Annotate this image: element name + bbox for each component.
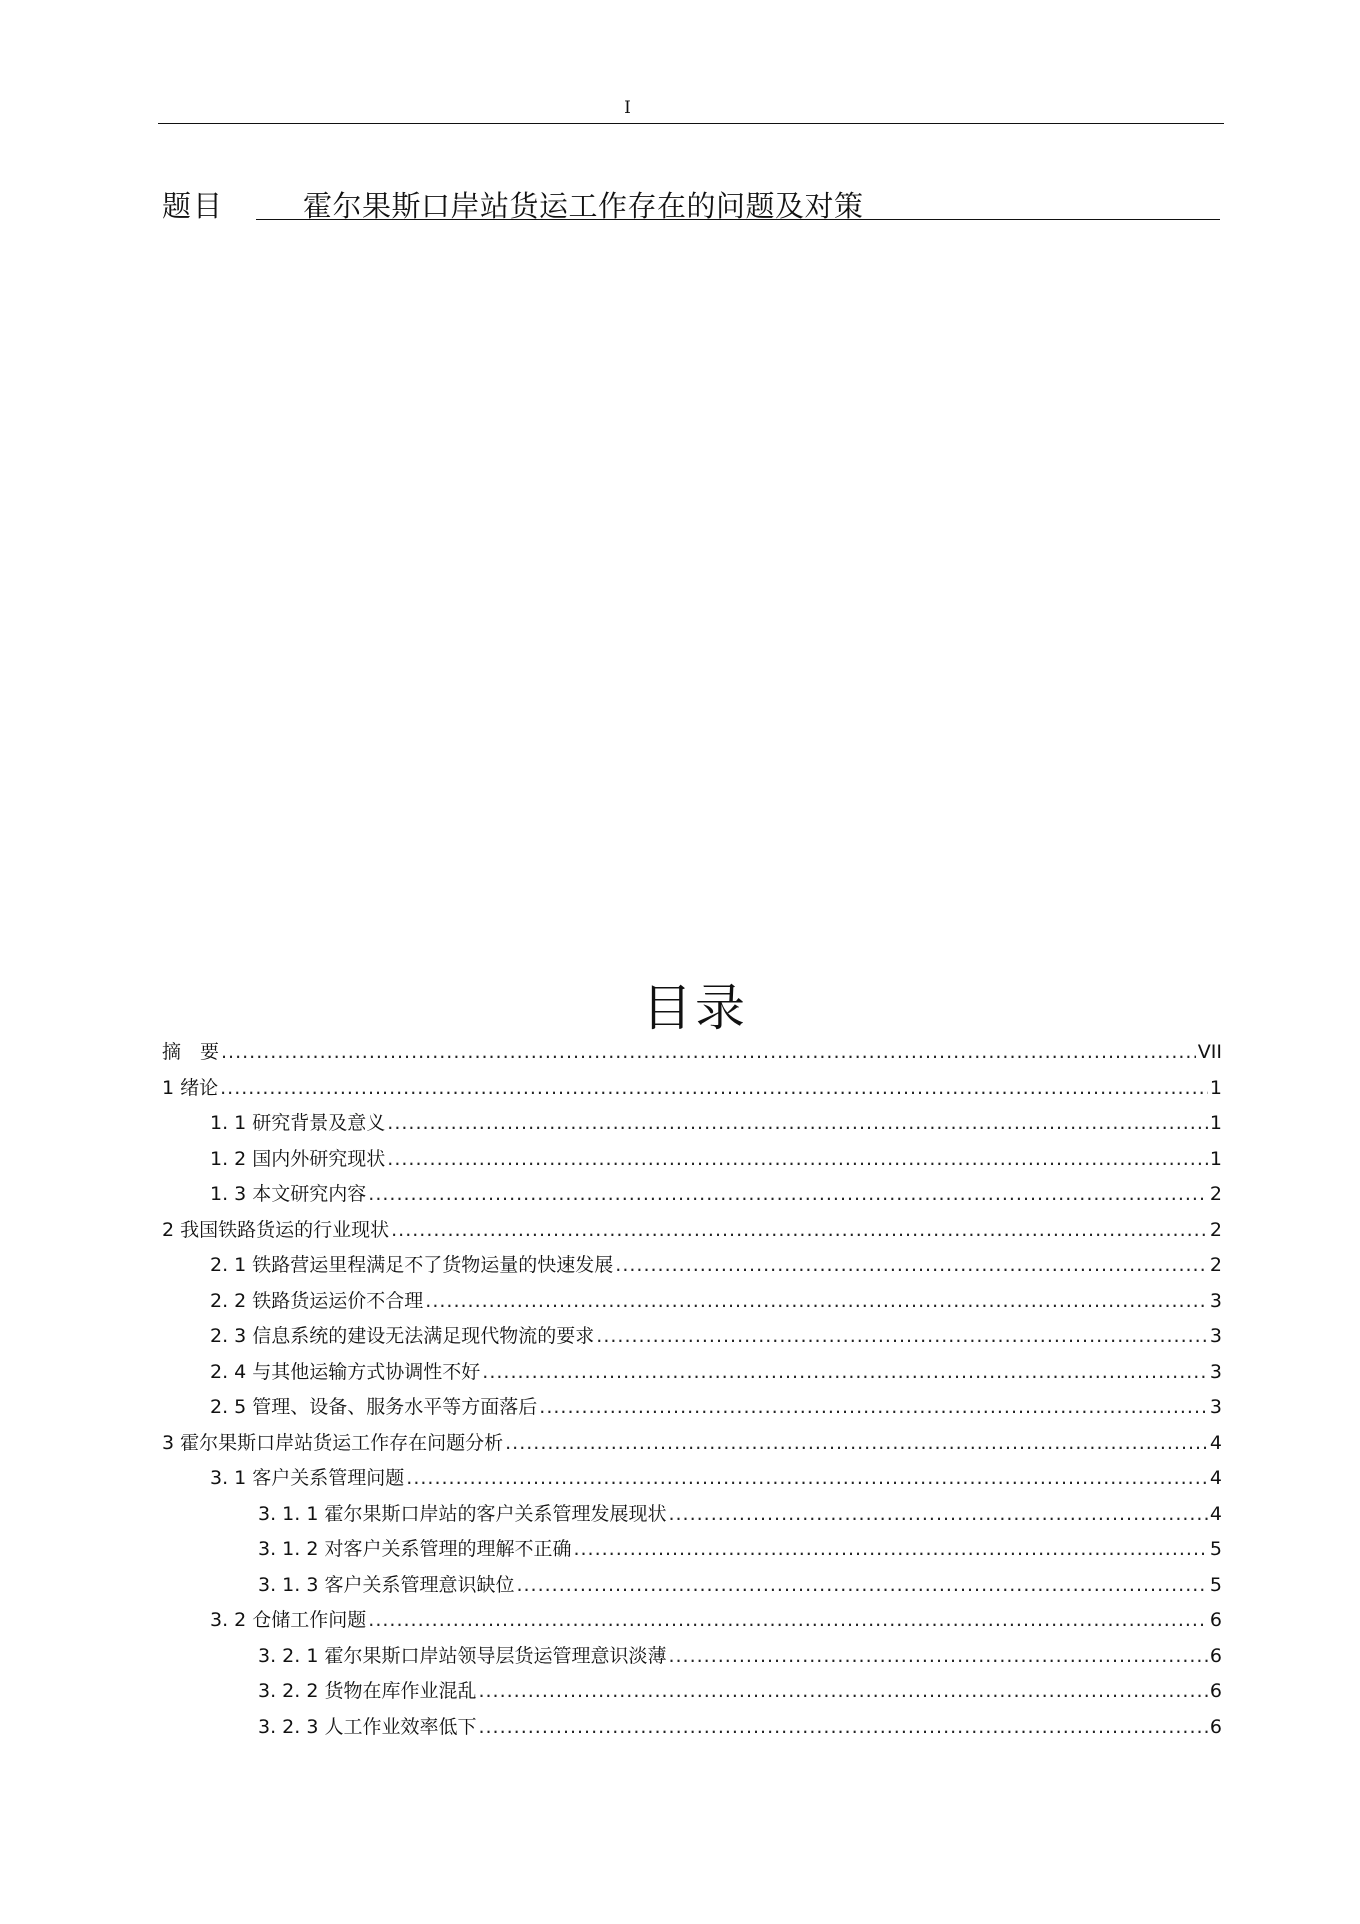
toc-entry[interactable]	[162, 1431, 1222, 1455]
toc-entry-page: 1	[1209, 1147, 1222, 1170]
title-underline	[256, 219, 1220, 220]
toc-dot-leader	[220, 1076, 1208, 1100]
toc-entry[interactable]	[210, 1182, 1222, 1206]
toc-dot-leader	[387, 1147, 1208, 1171]
toc-entry[interactable]	[210, 1111, 1222, 1135]
toc-entry-label: 3 霍尔果斯口岸站货运工作存在问题分析	[162, 1431, 504, 1454]
toc-entry-page: 2	[1209, 1254, 1222, 1276]
toc-entry-label: 1. 3 本文研究内容	[210, 1183, 367, 1205]
toc-entry-page: 5	[1209, 1573, 1222, 1596]
toc-entry-label: 2. 2 铁路货运运价不合理	[210, 1289, 424, 1312]
toc-entry-page: 3	[1209, 1360, 1222, 1383]
toc-dot-leader	[573, 1537, 1207, 1561]
toc-entry[interactable]	[210, 1608, 1222, 1632]
toc-entry-label: 3. 1. 2 对客户关系管理的理解不正确	[258, 1538, 572, 1560]
toc-heading: 目录	[642, 979, 748, 1037]
toc-dot-leader	[368, 1608, 1208, 1632]
toc-entry[interactable]	[162, 1040, 1222, 1064]
toc-entry-page: 4	[1209, 1502, 1222, 1525]
thesis-title: 霍尔果斯口岸站货运工作存在的问题及对策	[303, 189, 864, 223]
toc-entry-page: 3	[1209, 1396, 1222, 1418]
toc-entry-label: 3. 1. 1 霍尔果斯口岸站的客户关系管理发展现状	[258, 1502, 667, 1525]
toc-entry[interactable]	[210, 1466, 1222, 1490]
toc-dot-leader	[221, 1040, 1196, 1064]
toc-dot-leader	[505, 1431, 1208, 1455]
toc-entry-page: 5	[1209, 1538, 1222, 1560]
toc-dot-leader	[516, 1573, 1207, 1597]
toc-entry-page: 6	[1209, 1715, 1222, 1738]
toc-entry-label: 1 绪论	[162, 1076, 219, 1099]
toc-dot-leader	[478, 1679, 1207, 1703]
toc-dot-leader	[368, 1182, 1208, 1206]
toc-dot-leader	[482, 1360, 1208, 1384]
toc-entry-label: 3. 1 客户关系管理问题	[210, 1467, 405, 1489]
title-label: 题目	[162, 189, 225, 223]
toc-entry-label: 3. 2. 2 货物在库作业混乱	[258, 1680, 477, 1702]
toc-entry-page: VII	[1197, 1041, 1222, 1063]
toc-entry[interactable]	[210, 1360, 1222, 1384]
toc-entry-label: 摘 要	[162, 1041, 220, 1063]
toc-entry[interactable]	[210, 1147, 1222, 1171]
toc-dot-leader	[387, 1111, 1208, 1135]
toc-entry[interactable]	[210, 1289, 1222, 1313]
toc-entry-page: 4	[1209, 1431, 1222, 1454]
toc-entry[interactable]	[258, 1573, 1222, 1597]
toc-dot-leader	[539, 1395, 1208, 1419]
toc-entry-page: 1	[1209, 1112, 1222, 1134]
toc-entry[interactable]	[258, 1502, 1222, 1526]
toc-entry-label: 3. 2 仓储工作问题	[210, 1609, 367, 1631]
toc-entry[interactable]	[258, 1537, 1222, 1561]
toc-dot-leader	[668, 1644, 1207, 1668]
toc-entry-label: 2. 1 铁路营运里程满足不了货物运量的快速发展	[210, 1254, 614, 1276]
toc-entry-label: 3. 1. 3 客户关系管理意识缺位	[258, 1573, 515, 1596]
toc-entry-label: 2 我国铁路货运的行业现状	[162, 1218, 390, 1241]
toc-dot-leader	[406, 1466, 1208, 1490]
toc-dot-leader	[391, 1218, 1208, 1242]
toc-dot-leader	[425, 1289, 1208, 1313]
toc-entry-label: 2. 3 信息系统的建设无法满足现代物流的要求	[210, 1325, 595, 1347]
toc-dot-leader	[478, 1715, 1207, 1739]
toc-entry-label: 2. 5 管理、设备、服务水平等方面落后	[210, 1396, 538, 1418]
toc-entry-page: 3	[1209, 1325, 1222, 1347]
toc-entry[interactable]	[258, 1679, 1222, 1703]
toc-entry-page: 6	[1209, 1680, 1222, 1702]
toc-entry-label: 1. 2 国内外研究现状	[210, 1147, 386, 1170]
page-number: I	[624, 98, 631, 118]
toc-entry-label: 3. 2. 1 霍尔果斯口岸站领导层货运管理意识淡薄	[258, 1644, 667, 1667]
toc-entry-page: 3	[1209, 1289, 1222, 1312]
toc-entry[interactable]	[210, 1253, 1222, 1277]
toc-entry-page: 2	[1209, 1183, 1222, 1205]
toc-entry-page: 2	[1209, 1218, 1222, 1241]
toc-dot-leader	[668, 1502, 1207, 1526]
toc-entry-page: 6	[1209, 1644, 1222, 1667]
toc-entry-page: 1	[1209, 1076, 1222, 1099]
toc-entry[interactable]	[210, 1395, 1222, 1419]
toc-dot-leader	[596, 1324, 1208, 1348]
toc-entry[interactable]	[210, 1324, 1222, 1348]
toc-dot-leader	[615, 1253, 1208, 1277]
toc-entry[interactable]	[258, 1644, 1222, 1668]
toc-entry-page: 4	[1209, 1467, 1222, 1489]
toc-entry[interactable]	[162, 1076, 1222, 1100]
toc-entry-label: 1. 1 研究背景及意义	[210, 1112, 386, 1134]
toc-entry-label: 2. 4 与其他运输方式协调性不好	[210, 1360, 481, 1383]
toc-entry-page: 6	[1209, 1609, 1222, 1631]
toc-entry[interactable]	[162, 1218, 1222, 1242]
toc-entry[interactable]	[258, 1715, 1222, 1739]
toc-entry-label: 3. 2. 3 人工作业效率低下	[258, 1715, 477, 1738]
header-rule	[158, 123, 1224, 124]
